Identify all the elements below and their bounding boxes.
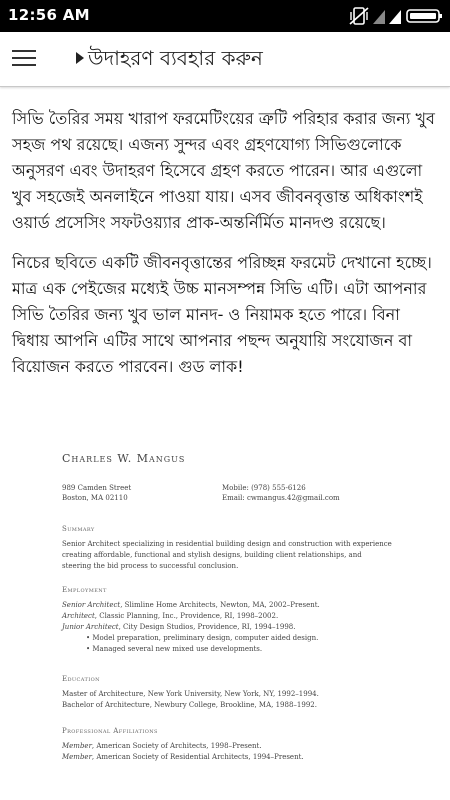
resume-summary-heading: Summary (62, 525, 95, 533)
resume-email: Email: cwmangus.42@gmail.com (222, 494, 340, 502)
signal-icon (388, 6, 402, 30)
resume-employment-heading: Employment (62, 586, 107, 594)
play-triangle-icon (76, 52, 84, 64)
status-time: 12:56 AM (8, 6, 90, 24)
resume-affiliations (62, 741, 392, 763)
resume-example-image (62, 452, 392, 763)
paragraph-1: সিভি তৈরির সময় খারাপ ফরমেটিংয়ের ত্রুটি পরিহার করার জন্য খুব সহজ পথ রয়েছে। এজন্য সুন্দর এবং গ্রহণযোগ্য সিভিগুলোকে অনুসরণ এবং উদাহরণ হিসেবে গ্রহণ করতে পারেন। আর এগুলো খুব সহজেই অনলাইনে পাওয়া যায়। এসব জীবনবৃত্তান্ত অধিকাংশই ওয়ার্ড প্রসেসিং সফটওয়্যার প্রাক-অন্তর্নির্মিত মানদণ্ড রয়েছে। (12, 109, 435, 232)
resume-contact (62, 483, 392, 511)
vibrate-off-icon (348, 6, 370, 30)
resume-education-heading: Education (62, 675, 100, 683)
resume-mobile: Mobile: (978) 555-6126 (222, 484, 306, 492)
resume-affiliations-heading: Professional Affiliations (62, 727, 158, 735)
resume-address-line: Boston, MA 02110 (62, 494, 128, 502)
resume-job: Junior Architect, City Design Studios, Providence, RI, 1994–1998. (62, 623, 296, 631)
resume-bullet: • Model preparation, preliminary design, computer aided design. (86, 634, 319, 642)
resume-education (62, 689, 392, 711)
resume-jobs (62, 600, 392, 655)
resume-address-line: 989 Camden Street (62, 484, 132, 492)
resume-summary-text: Senior Architect specializing in residential building design and construction with experience creating affordable, functional and stylish designs, building client relationships, and steering the bid process to successful conclusion. (62, 540, 392, 570)
resume-job: Senior Architect, Slimline Home Architects, Newton, MA, 2002–Present. (62, 601, 320, 609)
resume-affiliation: Member, American Society of Residential Architects, 1994–Present. (62, 753, 304, 761)
status-bar (0, 0, 450, 32)
resume-degree: Bachelor of Architecture, Newbury College, Brookline, MA, 1988–1992. (62, 701, 317, 709)
resume-degree: Master of Architecture, New York University, New York, NY, 1992–1994. (62, 690, 319, 698)
app-bar (0, 32, 450, 87)
hamburger-menu-icon[interactable] (10, 44, 40, 72)
resume-job: Architect, Classic Planning, Inc., Providence, RI, 1998–2002. (62, 612, 279, 620)
battery-icon (406, 6, 444, 30)
resume-bullet: • Managed several new mixed use developments. (86, 645, 263, 653)
article-content (12, 106, 440, 394)
paragraph-2: নিচের ছবিতে একটি জীবনবৃত্তান্তের পরিচ্ছন্ন ফরমেট দেখানো হচ্ছে। মাত্র এক পেইজের মধ্যেই উচ্চ মানসম্পন্ন সিভি এটি। এটা আপনার সিভি তৈরির জন্য খুব ভাল মানদ- ও নিয়ামক হতে পারে। বিনা দ্বিধায় আপনি এটির সাথে আপনার পছন্দ অনুযায়ি সংযোজন বা বিয়োজন করতে পারবেন। গুড লাক! (12, 253, 432, 376)
signal-icon (372, 6, 386, 30)
resume-name: Charles W. Mangus (62, 452, 186, 465)
page-title: উদাহরণ ব্যবহার করুন (88, 46, 263, 70)
resume-affiliation: Member, American Society of Architects, 1998–Present. (62, 742, 262, 750)
